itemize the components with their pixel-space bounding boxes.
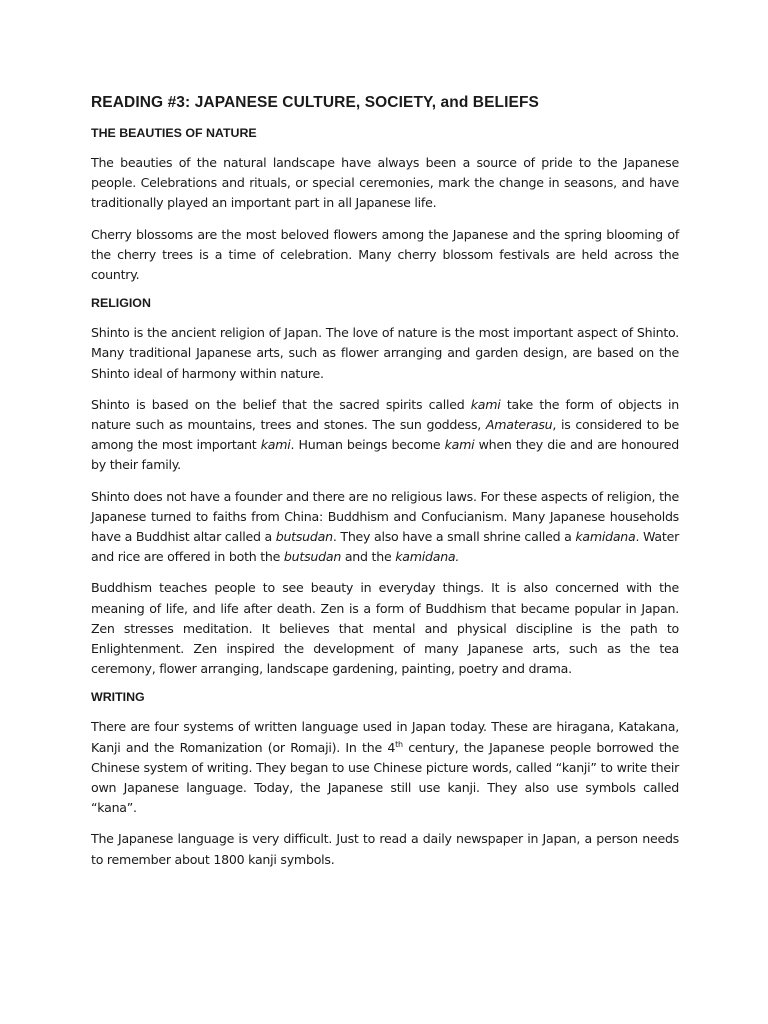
section-heading-religion: RELIGION xyxy=(91,296,151,311)
paragraph: There are four systems of written language used in Japan today. These are hiragana, Katakana, Kanji and the Romanization (or Romaji). In the 4th century, the Japanese people borrowed the Chinese system of writing. They began to use Chinese picture words, called “kanji” to write their own Japanese language. Today, the Japanese still use kanji. They also use symbols called “kana”. xyxy=(91,719,679,816)
section-heading-nature: THE BEAUTIES OF NATURE xyxy=(91,126,257,140)
page-title: READING #3: JAPANESE CULTURE, SOCIETY, and BELIEFS xyxy=(91,94,539,111)
paragraph: Cherry blossoms are the most beloved flowers among the Japanese and the spring blooming of the cherry trees is a time of celebration. Many cherry blossom festivals are held across the country. xyxy=(91,226,679,283)
paragraph: The Japanese language is very difficult. Just to read a daily newspaper in Japan, a person needs to remember about 1800 kanji symbols. xyxy=(91,831,679,867)
paragraph: Shinto is based on the belief that the sacred spirits called kami take the form of objects in nature such as mountains, trees and stones. The sun goddess, Amaterasu, is considered to be among the most important kami. Human beings become kami when they die and are honoured by their family. xyxy=(91,396,680,473)
paragraph: Buddhism teaches people to see beauty in everyday things. It is also concerned with the meaning of life, and life after death. Zen is a form of Buddhism that became popular in Japan. Zen stresses meditation. It believes that mental and physical discipline is the path to Enlightenment. Zen inspired the development of many Japanese arts, such as the tea ceremony, flower arranging, landscape gardening, painting, poetry and drama. xyxy=(91,580,679,677)
paragraph: The beauties of the natural landscape have always been a source of pride to the Japanese people. Celebrations and rituals, or special ceremonies, mark the change in seasons, and have traditionally played an important part in all Japanese life. xyxy=(91,155,679,211)
section-heading-writing: WRITING xyxy=(91,690,145,705)
document-page xyxy=(91,94,679,881)
paragraph: Shinto is the ancient religion of Japan. The love of nature is the most important aspect of Shinto. Many traditional Japanese arts, such as flower arranging and garden design, are based on the Shinto ideal of harmony within nature. xyxy=(91,325,679,381)
paragraph: Shinto does not have a founder and there are no religious laws. For these aspects of religion, the Japanese turned to faiths from China: Buddhism and Confucianism. Many Japanese households have a Buddhist altar called a butsudan. They also have a small shrine called a kamidana. Water and rice are offered in both the butsudan and the kamidana. xyxy=(91,488,680,565)
